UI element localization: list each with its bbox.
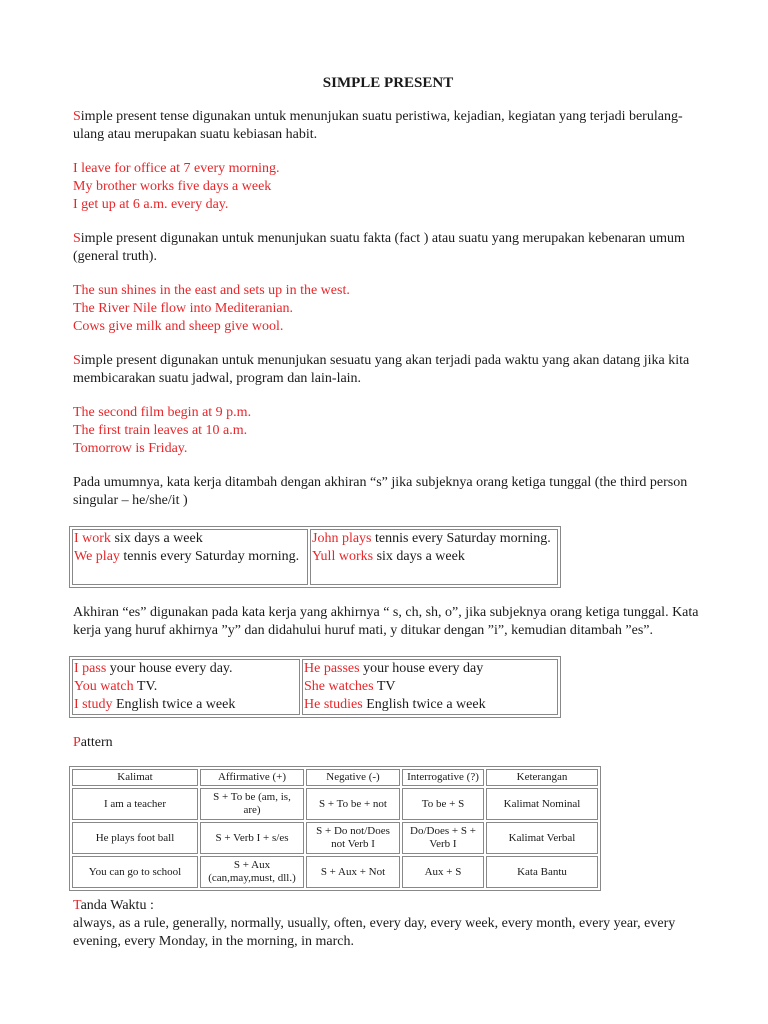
example-line: He studies English twice a week bbox=[304, 697, 486, 712]
section-text: imple present digunakan untuk menunjukan sesuatu yang akan terjadi pada waktu yang akan datang jika kita membicarakan suatu jadwal, program dan lain-lain. bbox=[73, 353, 690, 386]
example-line: Tomorrow is Friday. bbox=[73, 441, 188, 456]
table-cell: You can go to school bbox=[72, 856, 198, 888]
table-cell-right bbox=[302, 659, 558, 715]
example-line: I leave for office at 7 every morning. bbox=[73, 161, 280, 176]
table-cell: Kata Bantu bbox=[486, 856, 598, 888]
pattern-table bbox=[69, 766, 601, 891]
section-3-examples bbox=[73, 404, 703, 458]
section-1-examples bbox=[73, 160, 703, 214]
example-line: John plays tennis every Saturday morning. bbox=[312, 531, 551, 546]
example-line: We play tennis every Saturday morning. bbox=[74, 549, 300, 564]
section-2-text bbox=[73, 230, 703, 266]
column-header: Keterangan bbox=[486, 769, 598, 786]
example-line: The River Nile flow into Mediteranian. bbox=[73, 301, 294, 316]
column-header: Interrogative (?) bbox=[402, 769, 484, 786]
table-cell: Aux + S bbox=[402, 856, 484, 888]
example-line: My brother works five days a week bbox=[73, 179, 272, 194]
example-line: Yull works six days a week bbox=[312, 549, 465, 564]
rule-es-text: Akhiran “es” digunakan pada kata kerja yang akhirnya “ s, ch, sh, o”, jika subjeknya orang ketiga tunggal. Kata kerja yang huruf akhirnya ”y” dan didahului huruf mati, y ditukar dengan ”i”, kemudian ditambah ”es”. bbox=[73, 605, 699, 638]
table-cell: He plays foot ball bbox=[72, 822, 198, 854]
table-cell: Do/Does + S + Verb I bbox=[402, 822, 484, 854]
examples-es-table bbox=[69, 656, 561, 718]
table-row bbox=[72, 856, 598, 888]
table-cell: S + Do not/Does not Verb I bbox=[306, 822, 400, 854]
example-line: The first train leaves at 10 a.m. bbox=[73, 423, 248, 438]
table-cell: S + Aux (can,may,must, dll.) bbox=[200, 856, 304, 888]
table-cell: S + To be (am, is, are) bbox=[200, 788, 304, 820]
column-header: Negative (-) bbox=[306, 769, 400, 786]
drop-initial: S bbox=[73, 109, 81, 124]
table-row bbox=[72, 822, 598, 854]
example-line: You watch TV. bbox=[74, 679, 158, 694]
table-row bbox=[72, 529, 558, 585]
table-cell: Kalimat Nominal bbox=[486, 788, 598, 820]
section-2-examples bbox=[73, 282, 703, 336]
examples-s-table bbox=[69, 526, 561, 588]
table-row bbox=[72, 659, 558, 715]
section-text: imple present digunakan untuk menunjukan suatu fakta (fact ) atau suatu yang merupakan kebenaran umum (general truth). bbox=[73, 231, 685, 264]
example-line: She watches TV bbox=[304, 679, 396, 694]
example-line: Cows give milk and sheep give wool. bbox=[73, 319, 284, 334]
drop-initial: S bbox=[73, 353, 81, 368]
table-cell: I am a teacher bbox=[72, 788, 198, 820]
example-line: I study English twice a week bbox=[74, 697, 236, 712]
table-cell-left bbox=[72, 659, 300, 715]
tanda-waktu-text: always, as a rule, generally, normally, usually, often, every day, every week, every month, every year, every evening, every Monday, in the morning, in march. bbox=[73, 916, 676, 949]
section-3-text bbox=[73, 352, 703, 388]
page-title: SIMPLE PRESENT bbox=[322, 75, 454, 91]
example-line: The second film begin at 9 p.m. bbox=[73, 405, 252, 420]
table-cell-right bbox=[310, 529, 558, 585]
example-line: I get up at 6 a.m. every day. bbox=[73, 197, 229, 212]
document-page bbox=[73, 74, 703, 951]
table-cell: S + To be + not bbox=[306, 788, 400, 820]
example-line: I work six days a week bbox=[74, 531, 203, 546]
pattern-heading: Pattern bbox=[73, 735, 113, 750]
table-cell: S + Verb I + s/es bbox=[200, 822, 304, 854]
drop-initial: S bbox=[73, 231, 81, 246]
rule-s-text: Pada umumnya, kata kerja ditambah dengan akhiran “s” jika subjeknya orang ketiga tunggal (the third person singular – he/she/it ) bbox=[73, 475, 688, 508]
table-header-row bbox=[72, 769, 598, 786]
tanda-waktu-heading: Tanda Waktu : bbox=[73, 898, 154, 913]
table-cell-left bbox=[72, 529, 308, 585]
table-cell: Kalimat Verbal bbox=[486, 822, 598, 854]
section-1-text bbox=[73, 108, 703, 144]
column-header: Affirmative (+) bbox=[200, 769, 304, 786]
example-line: He passes your house every day bbox=[304, 661, 484, 676]
table-row bbox=[72, 788, 598, 820]
table-cell: S + Aux + Not bbox=[306, 856, 400, 888]
example-line: I pass your house every day. bbox=[74, 661, 233, 676]
section-text: imple present tense digunakan untuk menunjukan suatu peristiwa, kejadian, kegiatan yang terjadi berulang-ulang atau merupakan suatu kebiasan habit. bbox=[73, 109, 683, 142]
table-cell: To be + S bbox=[402, 788, 484, 820]
example-line: The sun shines in the east and sets up in the west. bbox=[73, 283, 350, 298]
column-header: Kalimat bbox=[72, 769, 198, 786]
